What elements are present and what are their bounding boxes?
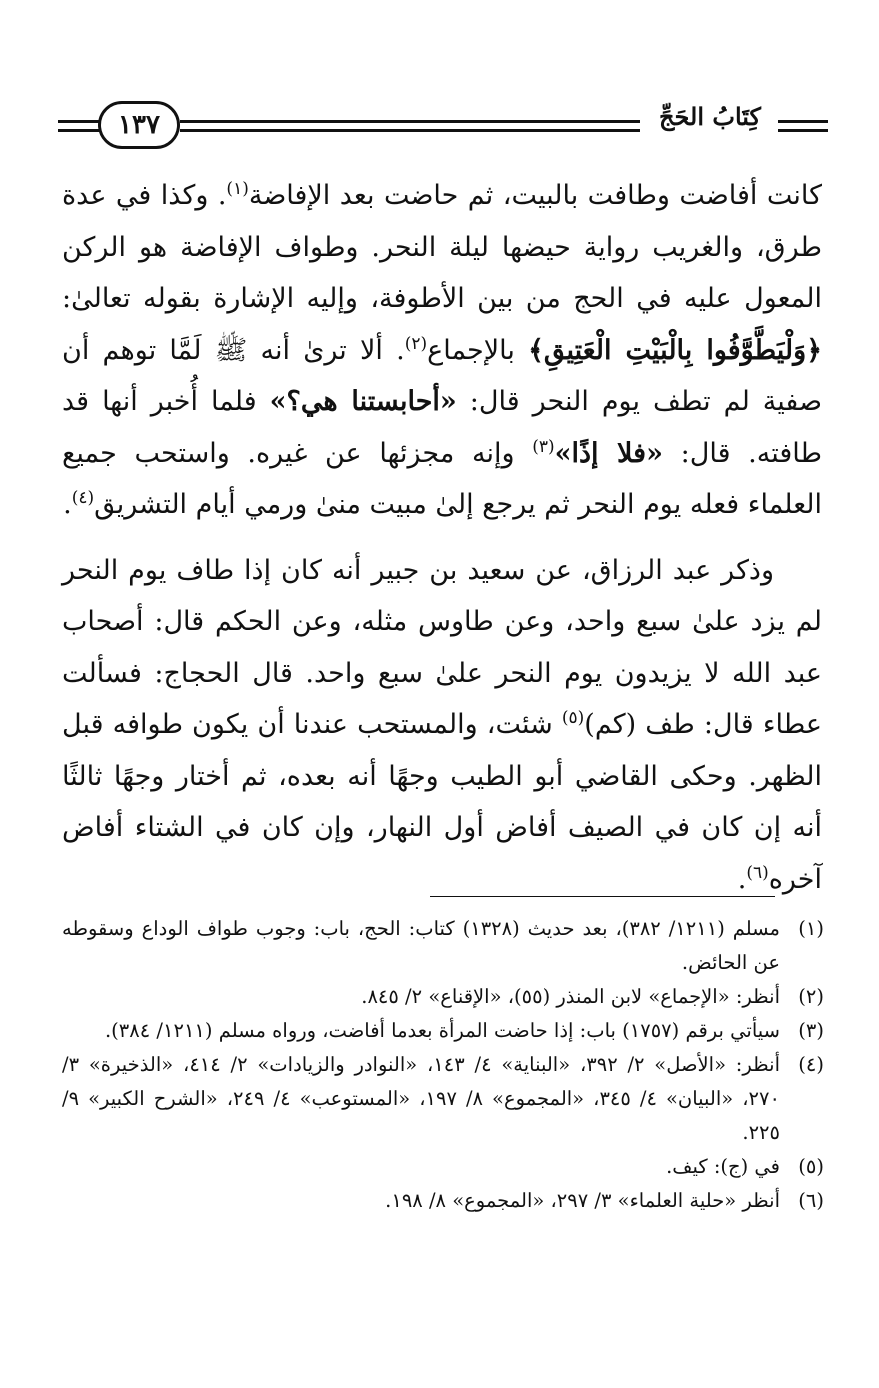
text-run: بالإجماع (427, 334, 529, 366)
header-rule (180, 129, 640, 132)
footnote-number: (٦) (798, 1189, 824, 1212)
footnote-ref: (٦) (746, 862, 769, 883)
footnote-text: في (ج): كيف. (666, 1155, 780, 1178)
footnote-ref: (٣) (532, 436, 555, 457)
paragraph (62, 170, 822, 531)
text-run: شئت، والمستحب عندنا أن يكون طوافه قبل الظهر. وحكى القاضي أبو الطيب وجهًا أنه بعده، ثم أختار وجهًا ثالثًا أنه إن كان في الصيف أفاض أول النهار، وإن كان في الشتاء أفاض آخره (62, 709, 822, 895)
text-run: . (737, 863, 747, 895)
footnote-ref: (٢) (404, 333, 428, 354)
header-rule (778, 129, 828, 132)
footnotes (62, 912, 824, 1218)
footnote-text: أنظر «حلية العلماء» ٣/ ٢٩٧، «المجموع» ٨/ ١٩٨. (385, 1189, 780, 1212)
header-rule (58, 129, 100, 132)
quran-verse: ﴿وَلْيَطَّوَّفُوا بِالْبَيْتِ الْعَتِيقِ﴾ (528, 334, 823, 366)
footnote-item (62, 912, 824, 980)
footnote-ref: (٤) (71, 488, 95, 508)
text-run: . وكذا في عدة طرق، والغريب رواية حيضها ليلة النحر. وطواف الإفاضة هو الركن المعول عليه في الحج من بين الأطوفة، وإليه الإشارة بقوله تعالىٰ: (62, 180, 823, 314)
page-header (58, 92, 828, 162)
header-rule (778, 120, 828, 123)
footnote-separator (430, 896, 775, 897)
page-number: ١٣٧ (98, 101, 180, 149)
footnote-item (62, 1150, 824, 1184)
footnote-text: أنظر: «الأصل» ٢/ ٣٩٢، «البناية» ٤/ ١٤٣، «النوادر والزيادات» ٢/ ٤١٤، «الذخيرة» ٣/ ٢٧٠، «البيان» ٤/ ٣٤٥، «المجموع» ٨/ ١٩٧، «المستوعب» ٤/ ٢٤٩، «الشرح الكبير» ٩/ ٢٢٥. (62, 1053, 780, 1144)
hadith-quote: «فلا إذًا» (554, 437, 663, 469)
text-run: وذكر عبد الرزاق، عن سعيد بن جبير أنه كان إذا طاف يوم النحر لم يزد علىٰ سبع واحد، وعن طاوس مثله، وعن الحكم قال: أصحاب عبد الله لا يزيدون يوم النحر علىٰ سبع واحد. قال الحجاج: فسألت عطاء قال: طف (كم) (62, 554, 822, 740)
running-title: كِتَابُ الحَجِّ (659, 102, 761, 131)
text-run: فلما أُخبر أنها قد طافته. قال: (62, 386, 822, 469)
text-run: . ألا ترىٰ أنه ﷺ لَمَّا توهم أن صفية لم تطف يوم النحر قال: (62, 334, 822, 417)
footnote-text: أنظر: «الإجماع» لابن المنذر (٥٥)، «الإقناع» ٢/ ٨٤٥. (361, 985, 780, 1008)
footnote-number: (٤) (798, 1053, 824, 1076)
paragraph (62, 545, 822, 906)
footnote-text: مسلم (١٢١١/ ٣٨٢)، بعد حديث (١٣٢٨) كتاب: الحج، باب: وجوب طواف الوداع وسقوطه عن الحائض. (62, 917, 780, 974)
text-run: وإنه مجزئها عن غيره. واستحب جميع العلماء فعله يوم النحر ثم يرجع إلىٰ مبيت منىٰ ورمي أيام التشريق (62, 437, 822, 520)
footnote-number: (٥) (798, 1155, 824, 1178)
footnote-ref: (٥) (561, 708, 585, 728)
footnote-number: (٢) (798, 985, 824, 1008)
footnote-ref: (١) (226, 179, 249, 199)
footnote-item (62, 1014, 824, 1048)
hadith-quote: «أحابستنا هي؟» (269, 386, 457, 417)
footnote-item (62, 1048, 824, 1150)
header-rule (180, 120, 640, 123)
text-run: . (63, 489, 72, 520)
header-rule (58, 120, 100, 123)
main-text (62, 170, 822, 905)
footnote-item (62, 980, 824, 1014)
footnote-text: سيأتي برقم (١٧٥٧) باب: إذا حاضت المرأة بعدما أفاضت، ورواه مسلم (١٢١١/ ٣٨٤). (104, 1019, 780, 1042)
footnote-item (62, 1184, 824, 1218)
footnote-number: (١) (798, 917, 824, 940)
footnote-number: (٣) (798, 1019, 824, 1042)
text-run: كانت أفاضت وطافت بالبيت، ثم حاضت بعد الإفاضة (248, 180, 822, 211)
